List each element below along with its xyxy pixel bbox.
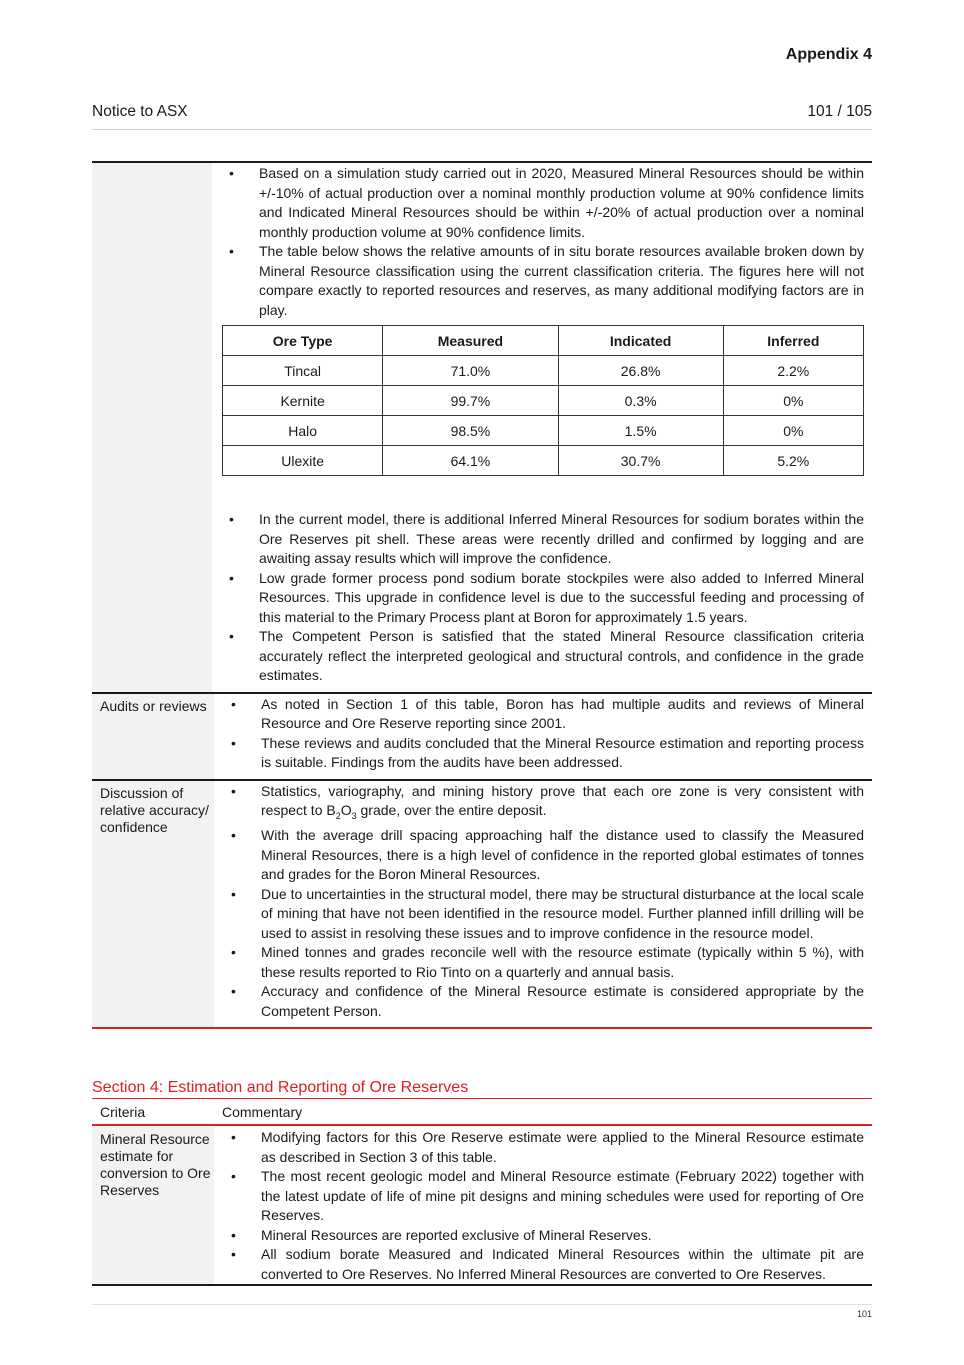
- criteria-cell: Mineral Resource estimate for conversion to Ore Reserves: [92, 1127, 214, 1284]
- table-row: [223, 356, 864, 386]
- ore-table-cell: 71.0%: [383, 356, 558, 386]
- ore-table-cell: 99.7%: [383, 386, 558, 416]
- list-item: • Based on a simulation study carried out in 2020, Measured Mineral Resources should be within +/-10% of actual production over a nominal monthly production volume at 90% confidence limits and Indicated Mineral Resources should be within +/-20% of actual production over a nominal monthly production volume at 90% confidence limits.: [222, 164, 864, 242]
- page-header: [92, 103, 872, 130]
- bullet-list: [224, 782, 864, 1022]
- list-item: • The most recent geologic model and Mineral Resource estimate (February 2022) together with the latest update of life of mine pit designs and mining schedules were used for reporting of Ore Reserves.: [224, 1167, 864, 1226]
- section-title: Section 4: Estimation and Reporting of Ore Reserves: [92, 1079, 872, 1099]
- list-item: [224, 782, 864, 827]
- ore-table-cell: 26.8%: [558, 356, 723, 386]
- list-item: • The Competent Person is satisfied that the stated Mineral Resource classification criteria accurately reflect the interpreted geological and structural controls, and confidence in the grade estimates.: [222, 627, 864, 686]
- list-item: • Mineral Resources are reported exclusive of Mineral Reserves.: [224, 1226, 864, 1246]
- ore-table-cell: 98.5%: [383, 416, 558, 446]
- text-run: grade, over the entire deposit.: [356, 802, 547, 818]
- ore-table-th: Measured: [383, 326, 558, 356]
- ore-table-th: Indicated: [558, 326, 723, 356]
- criteria-cell: Audits or reviews: [92, 694, 214, 779]
- header-left: Notice to ASX: [92, 103, 188, 120]
- commentary-cell: [214, 781, 872, 1028]
- bullet-list: [222, 164, 864, 320]
- list-item: • The table below shows the relative amounts of in situ borate resources available broken down by Mineral Resource classification using the current classification criteria. The figures here will not compare exactly to reported resources and reserves, as many additional modifying factors are in play.: [222, 242, 864, 320]
- list-item: • In the current model, there is additional Inferred Mineral Resources for sodium borates within the Ore Reserves pit shell. These areas were recently drilled and confirmed by logging and are awaiting assay results which will improve the confidence.: [222, 510, 864, 569]
- table-row: [92, 161, 872, 692]
- ore-table-cell: 0.3%: [558, 386, 723, 416]
- list-item: • Mined tonnes and grades reconcile well with the resource estimate (typically within 5 %), with these results reported to Rio Tinto on a quarterly and annual basis.: [224, 943, 864, 982]
- ore-table-cell: 1.5%: [558, 416, 723, 446]
- list-item: • As noted in Section 1 of this table, Boron has had multiple audits and reviews of Mineral Resource and Ore Reserve reporting since 2001.: [224, 695, 864, 734]
- list-item: • Due to uncertainties in the structural model, there may be structural disturbance at the local scale of mining that have not been identified in the resource model. Further planned infill drilling will be used to assist in resolving these issues and to improve confidence in the resource model.: [224, 885, 864, 944]
- subscript: 3: [351, 810, 357, 821]
- table-row: [223, 416, 864, 446]
- footer-divider: [92, 1304, 872, 1305]
- criteria-table: [92, 161, 872, 1029]
- subscript: 2: [335, 810, 341, 821]
- criteria-cell: [92, 163, 212, 692]
- list-item: • Low grade former process pond sodium borate stockpiles were also added to Inferred Mineral Resources. This upgrade in confidence level is due to the successful feeding and processing of this material to the Primary Process plant at Boron for approximately 1.5 years.: [222, 569, 864, 628]
- commentary-cell: [212, 163, 872, 692]
- ore-table-cell: Tincal: [223, 356, 383, 386]
- bullet-list: [224, 1128, 864, 1284]
- table-row: [223, 386, 864, 416]
- ore-table-cell: Halo: [223, 416, 383, 446]
- list-item: • All sodium borate Measured and Indicated Mineral Resources within the ultimate pit are converted to Ore Reserves. No Inferred Mineral Resources are converted to Ore Reserves.: [224, 1245, 864, 1284]
- section-table-header: [92, 1101, 872, 1126]
- criteria-cell: Discussion of relative accuracy/ confidence: [92, 781, 214, 1028]
- list-item: • Modifying factors for this Ore Reserve estimate were applied to the Mineral Resource estimate as described in Section 3 of this table.: [224, 1128, 864, 1167]
- list-item: • These reviews and audits concluded that the Mineral Resource estimation and reporting process is suitable. Findings from the audits have been addressed.: [224, 734, 864, 773]
- ore-table-cell: 64.1%: [383, 446, 558, 476]
- commentary-header: Commentary: [222, 1104, 303, 1120]
- ore-table-cell: 5.2%: [723, 446, 863, 476]
- text-run: O: [340, 802, 352, 818]
- table-row: [223, 446, 864, 476]
- ore-type-table: [222, 325, 864, 476]
- ore-table-th: Inferred: [723, 326, 863, 356]
- section4-table: [92, 1127, 872, 1286]
- ore-table-cell: 0%: [723, 386, 863, 416]
- bullet-list: [224, 695, 864, 773]
- appendix-label: Appendix 4: [785, 46, 872, 63]
- list-item: • With the average drill spacing approaching half the distance used to classify the Measured Mineral Resources, there is a high level of confidence in the reported global estimates of tonnes and grades for the Boron Mineral Resources.: [224, 826, 864, 885]
- table-row: [92, 779, 872, 1030]
- ore-table-header: [223, 326, 864, 356]
- commentary-cell: [214, 694, 872, 779]
- ore-table-cell: 30.7%: [558, 446, 723, 476]
- criteria-header: Criteria: [100, 1104, 146, 1120]
- bullet-list: [222, 510, 864, 686]
- page-number: 101: [856, 1309, 872, 1319]
- header-page-count: 101 / 105: [807, 103, 872, 120]
- ore-table-th: Ore Type: [223, 326, 383, 356]
- ore-table-cell: 0%: [723, 416, 863, 446]
- table-row: [92, 692, 872, 779]
- commentary-cell: [214, 1127, 872, 1284]
- ore-table-cell: 2.2%: [723, 356, 863, 386]
- ore-table-cell: Ulexite: [223, 446, 383, 476]
- list-item: • Accuracy and confidence of the Mineral Resource estimate is considered appropriate by the Competent Person.: [224, 982, 864, 1021]
- table-row: [92, 1127, 872, 1284]
- ore-table-cell: Kernite: [223, 386, 383, 416]
- text-run: Statistics, variography, and mining history prove that each ore zone is very consistent with respect to B: [261, 782, 864, 818]
